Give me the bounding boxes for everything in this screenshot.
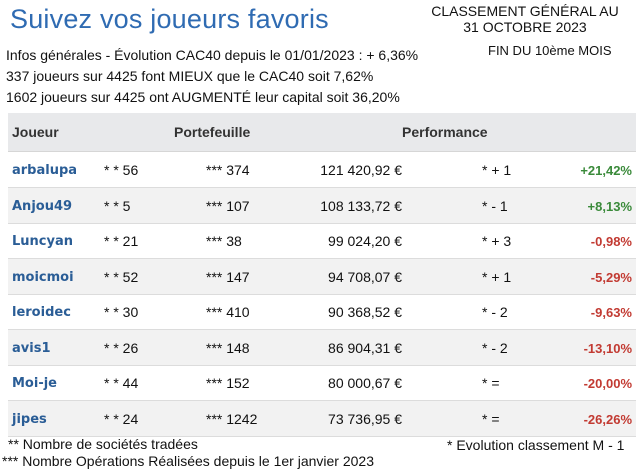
operations-count: *** 410 <box>206 304 250 320</box>
portfolio-value: 108 133,72 € <box>320 197 402 214</box>
player-name[interactable]: leroidec <box>12 305 71 320</box>
info-better-than-cac: 337 joueurs sur 4425 font MIEUX que le CAC40 soit 7,62% <box>6 68 374 84</box>
ranking-header <box>410 4 640 35</box>
table-header <box>8 113 636 152</box>
portfolio-value: 86 904,31 € <box>328 339 402 356</box>
page-title: Suivez vos joueurs favoris <box>10 4 329 34</box>
column-header-portfolio: Portefeuille <box>174 124 251 140</box>
player-name[interactable]: avis1 <box>12 340 51 356</box>
portfolio-value: 99 024,20 € <box>328 233 402 249</box>
table-row[interactable] <box>8 223 636 259</box>
player-name[interactable]: jipes <box>12 411 47 427</box>
rank-evolution: * + 1 <box>482 268 512 285</box>
table-row[interactable] <box>8 401 636 437</box>
footnote-rank-evolution: * Evolution classement M - 1 <box>447 437 625 453</box>
player-name[interactable]: Anjou49 <box>12 198 73 214</box>
table-row[interactable] <box>8 259 636 295</box>
players-table <box>8 113 636 433</box>
portfolio-value: 121 420,92 € <box>320 162 402 178</box>
rank-evolution: * + 1 <box>482 162 512 178</box>
table-row[interactable] <box>8 365 636 401</box>
trades-count: * * 56 <box>104 162 139 178</box>
player-name[interactable]: arbalupa <box>12 163 78 178</box>
portfolio-value: 73 736,95 € <box>328 410 402 427</box>
operations-count: *** 38 <box>206 233 242 249</box>
performance-value: -20,00% <box>583 376 632 391</box>
portfolio-value: 80 000,67 € <box>328 375 402 391</box>
rank-evolution: * - 2 <box>482 304 508 320</box>
portfolio-value: 94 708,07 € <box>328 268 402 285</box>
footnote-companies-traded: ** Nombre de sociétés tradées <box>8 436 198 452</box>
operations-count: *** 1242 <box>206 410 258 427</box>
info-cac40: Infos générales - Évolution CAC40 depuis le 01/01/2023 : + 6,36% <box>6 47 419 63</box>
trades-count: * * 30 <box>104 304 139 320</box>
performance-value: -13,10% <box>583 340 632 356</box>
trades-count: * * 26 <box>104 339 139 356</box>
column-header-player: Joueur <box>12 124 59 140</box>
table-row[interactable] <box>8 294 636 330</box>
rank-evolution: * = <box>482 375 500 391</box>
trades-count: * * 24 <box>104 410 139 427</box>
player-name[interactable]: Luncyan <box>12 234 74 249</box>
footnote-operations: *** Nombre Opérations Réalisées depuis le 1er janvier 2023 <box>2 453 374 469</box>
trades-count: * * 52 <box>104 268 139 285</box>
ranking-date-label: CLASSEMENT GÉNÉRAL AU <box>431 3 619 19</box>
operations-count: *** 107 <box>206 197 250 214</box>
performance-value: -26,26% <box>583 411 632 427</box>
rank-evolution: * + 3 <box>482 233 512 249</box>
rank-evolution: * = <box>482 410 500 427</box>
table-row[interactable] <box>8 152 636 188</box>
player-name[interactable]: moicmoi <box>12 269 74 285</box>
ranking-month: FIN DU 10ème MOIS <box>488 43 612 58</box>
rank-evolution: * - 2 <box>482 339 508 356</box>
table-row[interactable] <box>8 188 636 224</box>
table-row[interactable] <box>8 330 636 366</box>
column-header-performance: Performance <box>402 124 488 140</box>
performance-value: -9,63% <box>590 305 632 320</box>
performance-value: -0,98% <box>590 234 632 249</box>
performance-value: +21,42% <box>580 163 632 178</box>
operations-count: *** 147 <box>206 268 250 285</box>
ranking-date: 31 OCTOBRE 2023 <box>463 19 587 35</box>
trades-count: * * 44 <box>104 375 139 391</box>
operations-count: *** 148 <box>206 339 250 356</box>
operations-count: *** 152 <box>206 375 250 391</box>
player-name[interactable]: Moi-je <box>12 376 57 391</box>
info-increased-capital: 1602 joueurs sur 4425 ont AUGMENTÉ leur capital soit 36,20% <box>6 89 400 105</box>
trades-count: * * 21 <box>104 233 139 249</box>
portfolio-value: 90 368,52 € <box>328 304 402 320</box>
performance-value: +8,13% <box>587 198 632 214</box>
performance-value: -5,29% <box>590 269 632 285</box>
trades-count: * * 5 <box>104 197 131 214</box>
rank-evolution: * - 1 <box>482 197 508 214</box>
operations-count: *** 374 <box>206 162 250 178</box>
